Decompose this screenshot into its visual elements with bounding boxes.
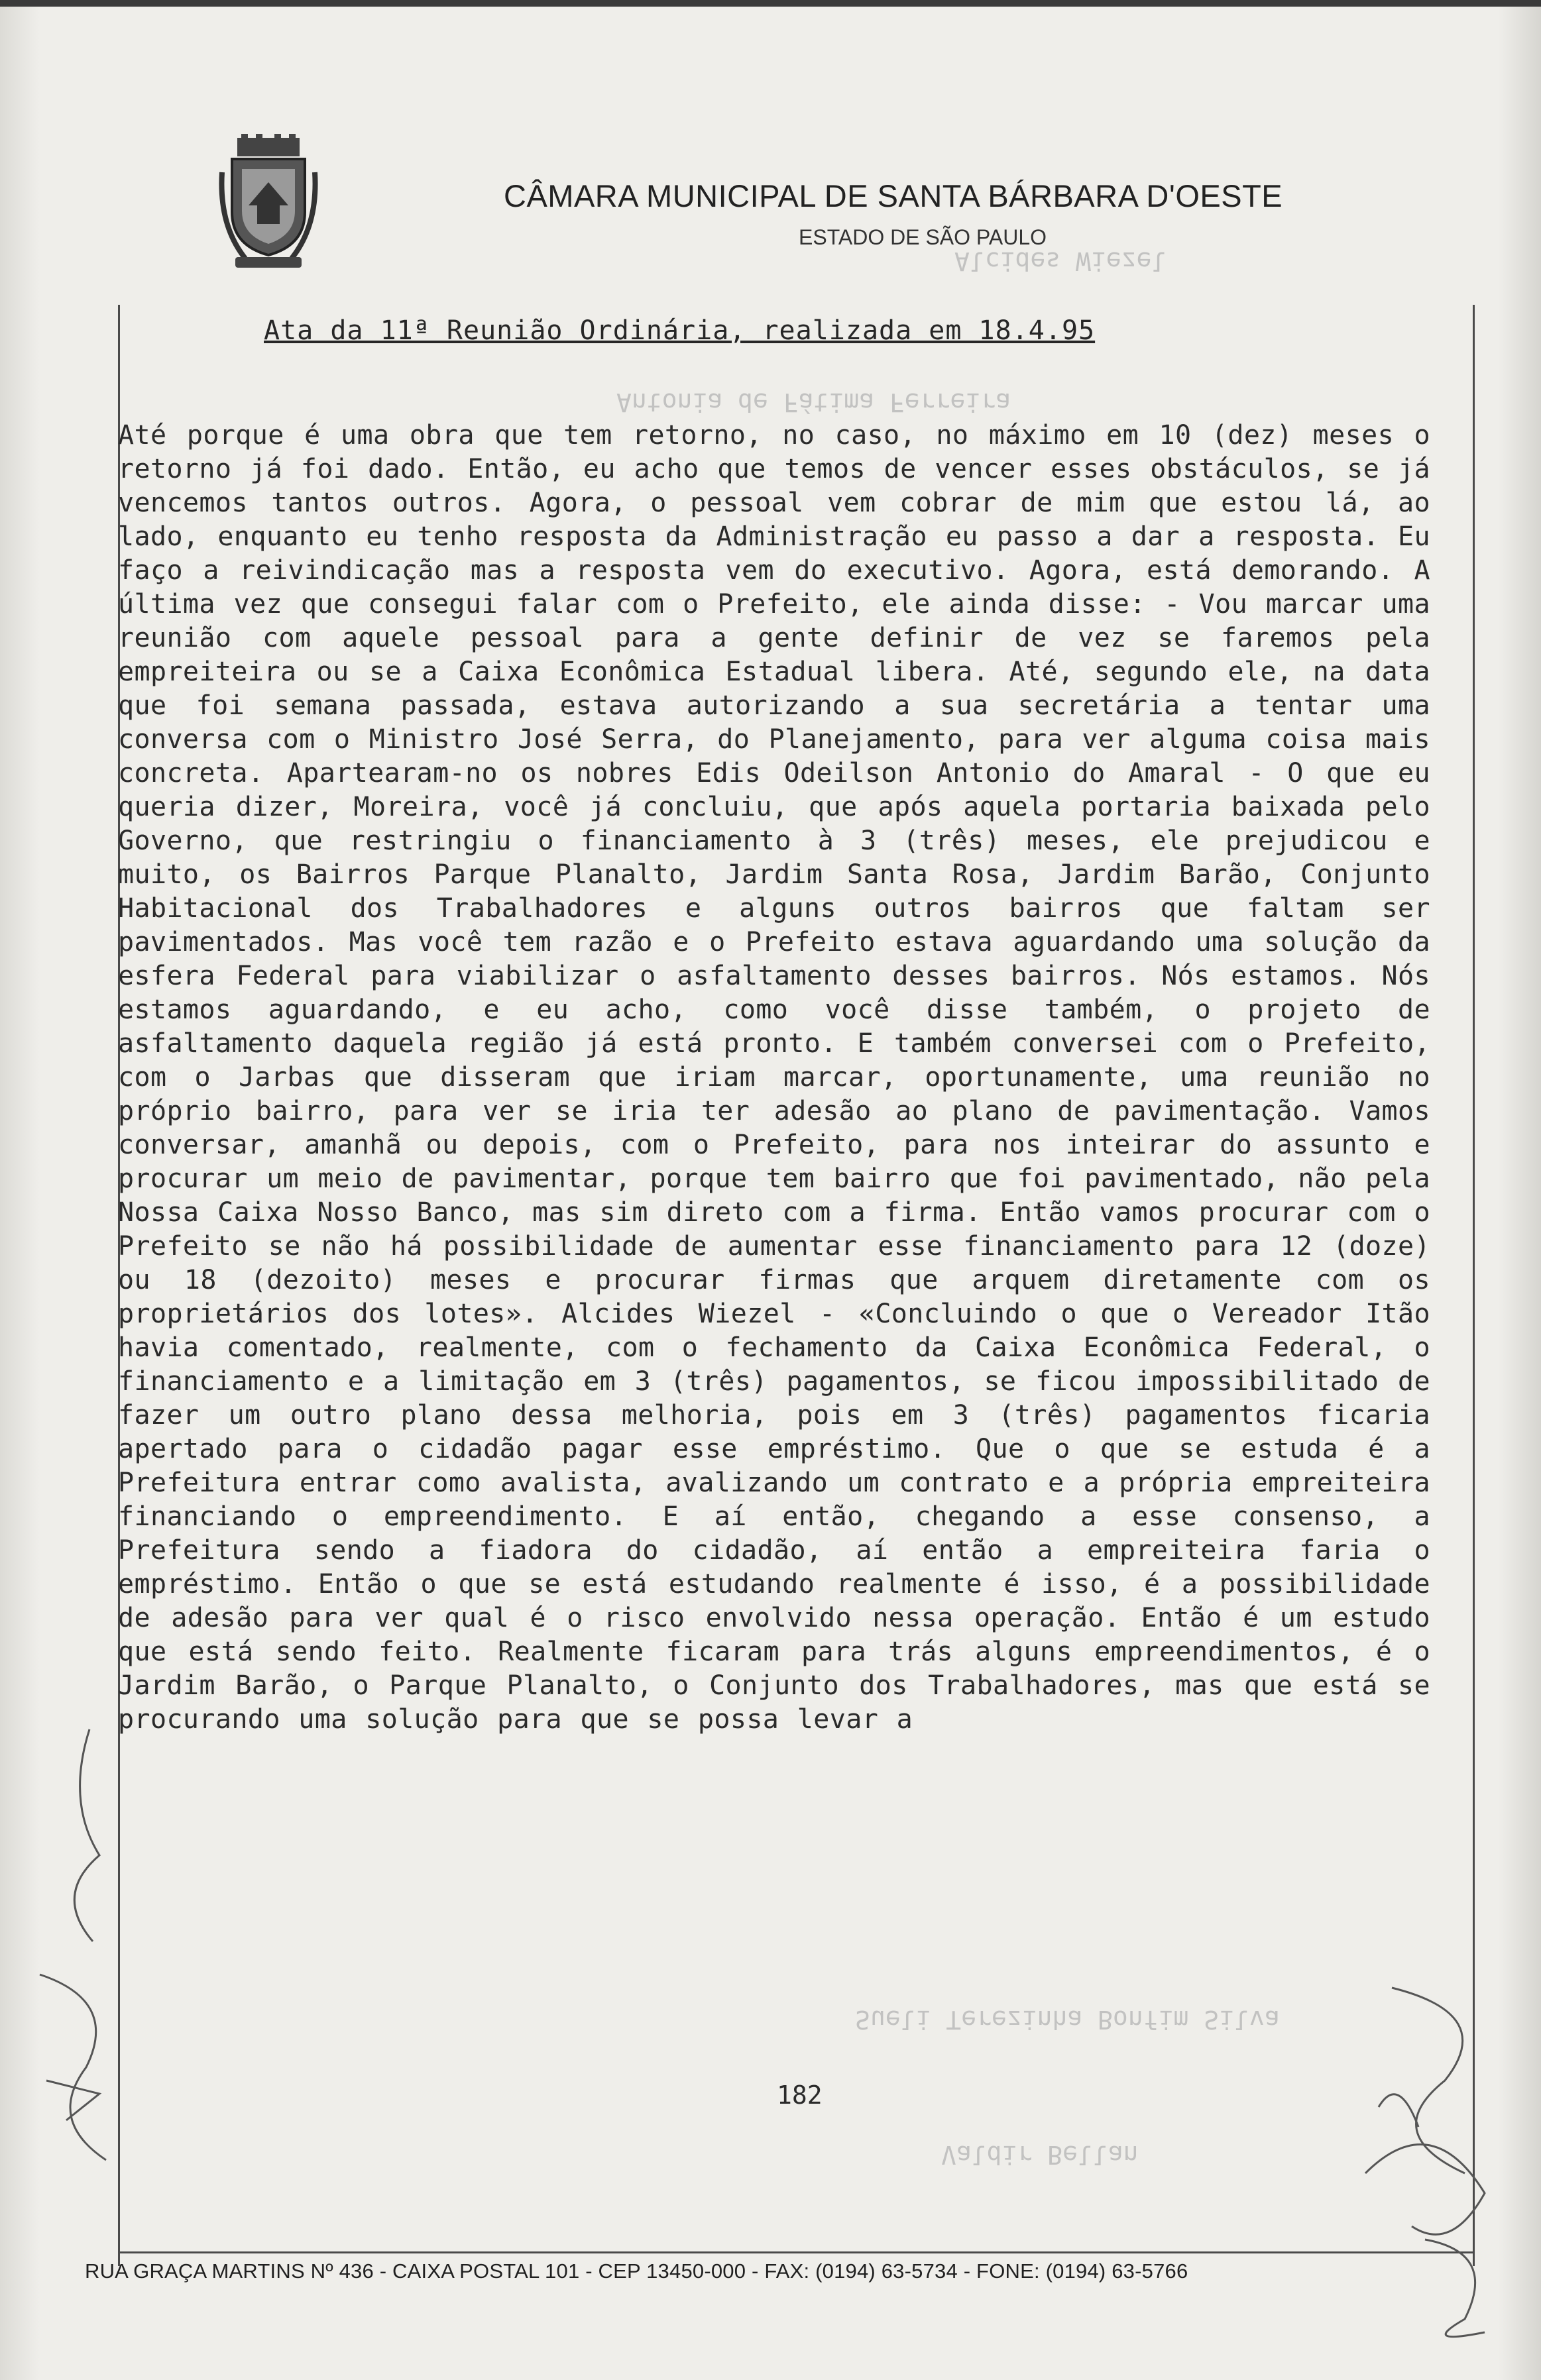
page-frame-right — [1473, 305, 1475, 2266]
margin-signature — [27, 1723, 126, 2173]
bleed-through-name: Valdir Bellan — [941, 2140, 1139, 2169]
bleed-through-name: Alcides Wiezel — [954, 246, 1167, 276]
minutes-body: Até porque é uma obra que tem retorno, no caso, no máximo em 10 (dez) meses o retorno já foi dado. Então, eu acho que temos de vencer esses obstáculos, se já vencemos tantos outros. Agora, o pessoal vem cobrar de mim que estou lá, ao lado, enquanto eu tenho resposta da Administração eu passo a dar a resposta. Eu faço a reivindicação mas a resposta vem do executivo. Agora, está demorando. A última vez que consegui falar com o Prefeito, ele ainda disse: - Vou marcar uma reunião com aquele pessoal para a gente definir de vez se faremos pela empreiteira ou se a Caixa Econômica Estadual libera. Até, segundo ele, na data que foi semana passada, estava autorizando a sua secretária a tentar uma conversa com o Ministro José Serra, do Planejamento, para ver alguma coisa mais concreta. Apartearam-no os nobres Edis Odeilson Antonio do Amaral - O que eu queria dizer, Moreira, você já concluiu, que após aquela portaria baixada pelo Governo, que restringiu o financiamento à 3 (três) meses, ele prejudicou e muito, os Bairros Parque Planalto, Jardim Santa Rosa, Jardim Barão, Conjunto Habitacional dos Trabalhadores e alguns outros bairros que faltam ser pavimentados. Mas você tem razão e o Prefeito estava aguardando uma solução da esfera Federal para viabilizar o asfaltamento desses bairros. Nós estamos. Nós estamos aguardando, e eu acho, como você disse também, o projeto de asfaltamento daquela região já está pronto. E também conversei com o Prefeito, com o Jarbas que disseram que iriam marcar, oportunamente, uma reunião no próprio bairro, para ver se iria ter adesão ao plano de pavimentação. Vamos conversar, amanhã ou depois, com o Prefeito, para nos inteirar do assunto e procurar um meio de pavimentar, porque tem bairro que foi pavimentado, não pela Nossa Caixa Nosso Banco, mas sim direto com a firma. Então vamos procurar com o Prefeito se não há possibilidade de aumentar esse financiamento para 12 (doze) ou 18 (dezoito) meses e procurar firmas que arquem diretamente com os proprietários dos lotes». Alcides Wiezel - «Concluindo o que o Vereador Itão havia comentado, realmente, com o fechamento da Caixa Econômica Federal, o financiamento e a limitação em 3 (três) pagamentos, se ficou impossibilitado de fazer um outro plano dessa melhoria, pois em 3 (três) pagamentos ficaria apertado para o cidadão pagar esse empréstimo. Que o que se estuda é a Prefeitura entrar como avalista, avalizando um contrato e a própria empreiteira financiando o empreendimento. E aí então, chegando a esse consenso, a Prefeitura sendo a fiadora do cidadão, aí então a empreiteira faria o empréstimo. Então o que se está estudando realmente é isso, é a possibilidade de adesão para ver qual é o risco envolvido nessa operação. Então é um estudo que está sendo feito. Realmente ficaram para trás alguns empreendimentos, é o Jardim Barão, o Parque Planalto, o Conjunto dos Trabalhadores, mas que está se procurando uma solução para que se possa levar a — [118, 420, 1430, 1735]
bleed-through-name: Antonia de Fátima Ferreira — [616, 388, 1011, 417]
top-edge — [0, 0, 1541, 7]
page-frame-bottom — [118, 2251, 1475, 2253]
initials-signature — [1352, 1974, 1518, 2346]
municipal-crest-icon — [219, 133, 318, 272]
bleed-through-name: Sueli Terezinha Bonfim Silva — [855, 2005, 1280, 2034]
page-number: 182 — [777, 2081, 823, 2110]
institution-subtitle: ESTADO DE SÃO PAULO — [799, 225, 1047, 249]
institution-title: CÂMARA MUNICIPAL DE SANTA BÁRBARA D'OESTE — [504, 178, 1283, 213]
footer-address: RUA GRAÇA MARTINS Nº 436 - CAIXA POSTAL 101 - CEP 13450-000 - FAX: (0194) 63-5734 - FONE: (0194) 63-5766 — [85, 2259, 1188, 2283]
minutes-title: Ata da 11ª Reunião Ordinária, realizada em 18.4.95 — [264, 315, 1096, 346]
